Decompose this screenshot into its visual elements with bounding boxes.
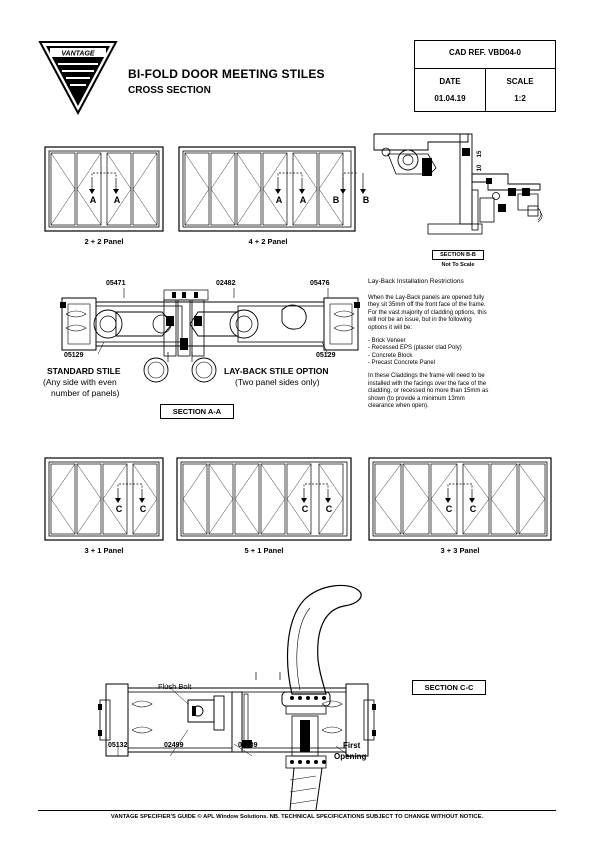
restrictions-block [368,278,558,411]
restrictions-para-line: they sit 35mm off the front face of the frame. [368,302,486,309]
dim-10: 10 [477,164,483,172]
elevation-4-2 [178,143,358,233]
page-title: BI-FOLD DOOR MEETING STILES [128,67,325,81]
marker-c: C [445,504,453,514]
restrictions-para-line: shown (to provide a minimum 13mm [368,395,465,402]
standard-stile-note: number of panels) [51,388,120,398]
footer-text: VANTAGE SPECIFIER'S GUIDE © APL Window Solutions. NB. TECHNICAL SPECIFICATIONS SUBJECT TO CHANGE WITHOUT NOTICE. [110,814,484,820]
code-05129-right: 05129 [316,352,336,359]
code-02482: 02482 [216,280,236,287]
logo [38,40,118,115]
footer-rule [38,810,556,811]
section-b-drawing [368,128,558,248]
marker-a: A [113,195,121,205]
scale-value: 1:2 [514,94,526,103]
restrictions-para-line: In these Claddings the frame will need to be [368,372,485,379]
restrictions-para-line: For the vast majority of cladding options, this [368,309,487,316]
restrictions-item: - Concrete Block [368,352,413,359]
marker-b: B [362,195,370,205]
section-a-label: SECTION A-A [160,404,234,419]
restrictions-heading: Lay-Back Installation Restrictions [368,278,464,285]
marker-a: A [89,195,97,205]
elevation-caption: 3 + 3 Panel [440,546,480,555]
section-c-drawing [96,580,386,810]
first-opening-label: Opening [334,752,367,761]
layback-stile-note: (Two panel sides only) [235,377,320,387]
standard-stile-label: STANDARD STILE [47,366,121,376]
elevation-caption: 5 + 1 Panel [244,546,284,555]
marker-c: C [325,504,333,514]
restrictions-para-line: options it will be: [368,324,413,331]
elevation-3-3 [368,456,552,542]
title-block-divider-v [485,68,486,111]
code-05471: 05471 [106,280,126,287]
marker-a: A [299,195,307,205]
restrictions-para-line: will not be an issue, but in the following [368,317,472,324]
elevation-3-1 [44,456,164,542]
marker-c: C [139,504,147,514]
layback-stile-label: LAY-BACK STILE OPTION [224,366,329,376]
flush-bolt-label: Flush Bolt [158,682,192,691]
section-b-label: SECTION B-B [432,250,484,260]
title-block [414,40,556,112]
code-05129-left: 05129 [64,352,84,359]
code-05132: 05132 [108,742,128,749]
elevation-caption: 2 + 2 Panel [84,237,124,246]
dim-15: 15 [477,150,483,158]
standard-stile-note: (Any side with even [43,377,117,387]
elevation-caption: 3 + 1 Panel [84,546,124,555]
restrictions-para-line: installed with the facings over the face of the [368,380,487,387]
section-c-label: SECTION C-C [412,680,486,695]
scale-label: SCALE [506,77,534,86]
restrictions-item: - Brick Veneer [368,337,406,344]
marker-a: A [275,195,283,205]
code-05476: 05476 [310,280,330,287]
date-value: 01.04.19 [434,94,466,103]
marker-c: C [301,504,309,514]
date-label: DATE [439,77,461,86]
restrictions-item: - Precast Concrete Panel [368,360,436,367]
restrictions-para-line: clearance when open). [368,403,429,410]
restrictions-para-line: cladding, or recessed no more than 15mm as [368,388,489,395]
restrictions-para-line: When the Lay-Back panels are opened fully [368,294,485,301]
code-02499: 02499 [164,742,184,749]
logo-text: VANTAGE [61,50,95,58]
elevation-caption: 4 + 2 Panel [248,237,288,246]
page-subtitle: CROSS SECTION [128,85,211,96]
marker-c: C [469,504,477,514]
elevation-2-2 [44,143,164,233]
elevation-5-1 [176,456,352,542]
code-02489: 02489 [238,742,258,749]
marker-b: B [332,195,340,205]
restrictions-item: - Recessed EPS (plaster clad Poly) [368,345,462,352]
first-opening-label: First [343,741,361,750]
marker-c: C [115,504,123,514]
section-b-sublabel: Not To Scale [441,262,475,268]
cad-ref: CAD REF. VBD04-0 [448,48,521,57]
